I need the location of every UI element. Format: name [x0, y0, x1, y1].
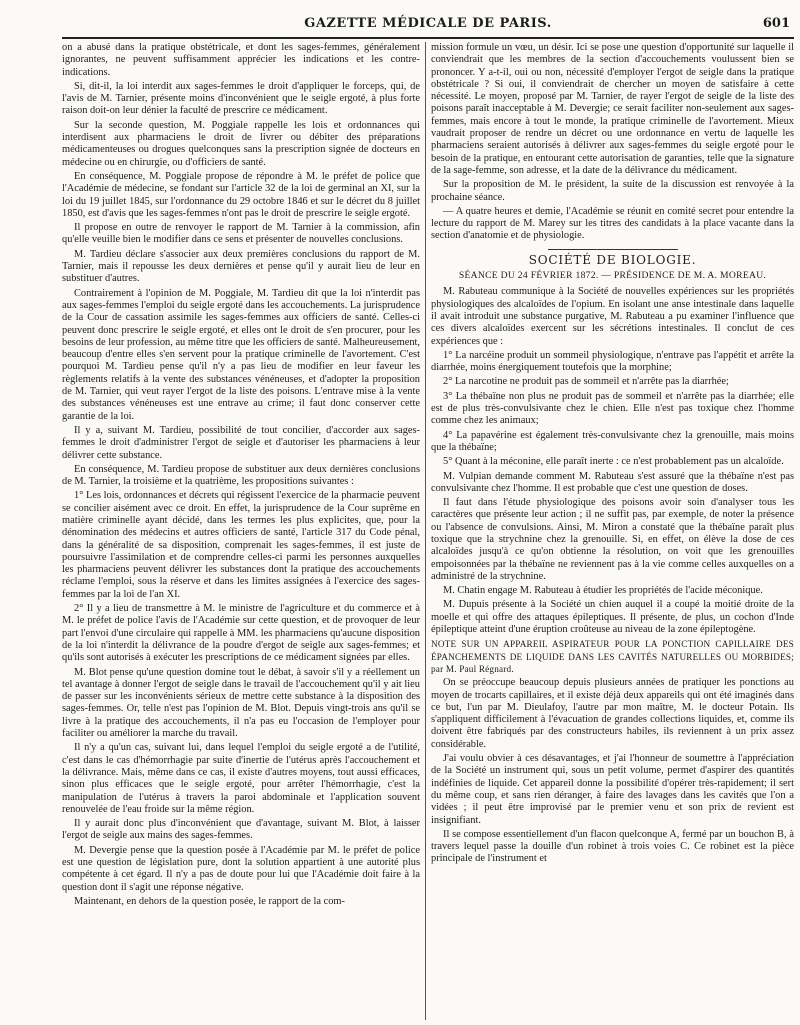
paragraph: M. Blot pense qu'une question domine tout le débat, à savoir s'il y a réellement un tel avantage à donner l'ergot de seigle dans le travail de l'accouchement qu'il y ait lieu de passer sur les inconvénients sérieux de mettre cette substance à la disposition des sages-femmes. Or, telle n'est pas l'opinion de M. Blot. Depuis vingt-trois ans qu'il se livre à la pratique des accouchements, il n'a pas eu l'occasion de l'employer pour faciliter ou améliorer la marche du travail.: [62, 666, 420, 740]
journal-title: GAZETTE MÉDICALE DE PARIS.: [304, 16, 552, 31]
society-title: SOCIÉTÉ DE BIOLOGIE.: [528, 252, 697, 267]
society-proceedings: [431, 286, 794, 636]
paragraph: Il n'y a qu'un cas, suivant lui, dans lequel l'emploi du seigle ergoté a de l'utilité, c'est dans le cas d'hémorrhagie par suite d'inertie de l'utérus après l'accouchement et la délivrance. Mais, même dans ce cas, il existe d'autres moyens, tout aussi efficaces, sinon plus efficaces que le seigle ergoté, pour arrêter l'hémorrhagie, c'est la manipulation de l'utérus à travers la paroi abdominale et l'application souvent renouvelée de l'eau froide sur la même région.: [62, 742, 420, 815]
paragraph: Contrairement à l'opinion de M. Poggiale, M. Tardieu dit que la loi n'interdit pas aux sages-femmes l'emploi du seigle ergoté dans les accouchements. La jurisprudence de la Cour de cassation assimile les sages-femmes aux officiers de santé. Celles-ci peuvent donc prescrire le seigle ergoté, et elles ont le droit de s'en procurer, pour les besoins de leur profession, au même titre que les officiers de santé. Malheureusement, beaucoup d'entre elles s'en servent pour la pratique criminelle de l'avortement. C'est pourquoi M. Tardieu pense qu'il n'y a pas lieu de modifier en leur faveur les règlements relatifs à la vente des substances vénéneuses, et d'adopter la proposition de M. Tarnier, qui veut rayer l'ergot de la liste des poisons. L'entrave mise à la vente des substances vénéneuses est une entrave au crime; il faut donc conserver cette garantie de la loi.: [62, 287, 420, 422]
page-number: 601: [762, 16, 790, 31]
paragraph: M. Dupuis présente à la Société un chien auquel il a coupé la moitié droite de la moelle et qui offre des attaques épileptiques. Il présente, de plus, un cochon d'Inde épileptique atteint d'une éruption croûteuse au niveau de la zone épileptogène.: [431, 599, 794, 636]
paragraph: 1° La narcéine produit un sommeil physiologique, n'entrave pas l'appétit et arrête la diarrhée, moins énergiquement toutefois que la morphine;: [431, 349, 794, 374]
section-rule: [548, 249, 678, 250]
page-header: [62, 14, 794, 36]
paragraph: on a abusé dans la pratique obstétricale, et dont les sages-femmes, généralement ignorantes, ne peuvent suffisamment apprécier les indications et les contre-indications.: [62, 42, 420, 78]
paragraph: M. Devergie pense que la question posée à l'Académie par M. le préfet de police est une question de législation pure, dont la solution appartient à une autorité plus compétente à cet égard. Il n'y a pas de doute pour lui que l'Académie doit faire à la question dont il s'agit une réponse négative.: [62, 844, 420, 893]
paragraph: 5° Quant à la méconine, elle paraît inerte : ce n'est probablement pas un alcaloïde.: [443, 456, 784, 468]
paragraph: 2° La narcotine ne produit pas de sommeil et n'arrête pas la diarrhée;: [443, 376, 729, 388]
paragraph: En conséquence, M. Poggiale propose de répondre à M. le préfet de police que l'Académie de médecine, se fondant sur l'article 32 de la loi de germinal an XI, sur la loi du 19 juillet 1845, sur l'ordonnance du 29 octobre 1846 et sur le décret du 8 juillet 1850, est d'avis que les sages-femmes n'ont pas le droit de prescrire le seigle ergoté.: [62, 170, 420, 219]
paragraph: En conséquence, M. Tardieu propose de substituer aux deux dernières conclusions de M. Tarnier, la troisième et la quatrième, les propositions suivantes :: [62, 463, 420, 488]
paragraph: Il se compose essentiellement d'un flacon quelconque A, fermé par un bouchon B, à travers lequel passe la douille d'un robinet à trois voies C. Ce robinet est la pièce principale de l'instrument et: [431, 828, 794, 865]
paragraph: — A quatre heures et demie, l'Académie se réunit en comité secret pour entendre la lecture du rapport de M. Marey sur les titres des candidats à la place vacante dans la section d'anatomie et de physiologie.: [431, 205, 794, 242]
paragraph: Sur la seconde question, M. Poggiale rappelle les lois et ordonnances qui interdisent aux pharmaciens le droit de livrer ou débiter des préparations médicamenteuses ou drogues quelconques sans la prescription signée de docteurs en médecine ou en chirurgie, ou d'officiers de santé.: [62, 119, 420, 168]
paragraph: On se préoccupe beaucoup depuis plusieurs années de pratiquer les ponctions au moyen de trocarts capillaires, et il existe déjà deux appareils qui ont été imaginés dans ce but, l'un par M. Dieulafoy, l'autre par mon maître, M. le docteur Potain. Ils s'appliquent difficilement à l'évacuation de grandes collections liquides, et, comme ils doivent être fabriqués par des constructeurs habiles, ils reviennent à un prix assez considérable.: [431, 677, 794, 750]
header-rule: [62, 37, 794, 39]
paragraph: 3° La thébaïne non plus ne produit pas de sommeil et n'arrête pas la diarrhée; elle est de plus très-convulsivante chez le chien. Elle n'est pas toxique chez l'homme comme chez les animaux;: [431, 390, 794, 427]
paragraph: M. Rabuteau communique à la Société de nouvelles expériences sur les propriétés physiologiques des alcaloïdes de l'opium. En isolant une anse intestinale dans laquelle il avait introduit une substance purgative, M. Rabuteau a pu examiner l'influence que ces divers alcaloïdes exercent sur les sécrétions intestinales. Il conclut de ces expériences que :: [431, 286, 794, 347]
paragraph: Il faut dans l'étude physiologique des poisons avoir soin d'analyser tous les caractères que présente leur action ; il ne suffit pas, par exemple, de noter la présence ou l'absence de convulsions. Ainsi, M. Miron a constaté que la thébaïne paraît plus toxique que la strychnine chez la grenouille. Si, en effet, on élève la dose de ces alcaloïdes jusqu'à ce qu'on obtienne la résolution, on voit que les grenouilles empoisonnées par la thébaïne ne reviennent pas à la vie comme celles auxquelles on a administré de la strychnine.: [431, 497, 794, 582]
paragraph: Maintenant, en dehors de la question posée, le rapport de la com-: [74, 895, 345, 907]
paragraph: J'ai voulu obvier à ces désavantages, et j'ai l'honneur de soumettre à l'appréciation de la Société un instrument qui, sous un petit volume, permet d'aspirer des quantités indéfinies de liquide. Cet appareil donne la possibilité d'opérer très-rapidement; il sert du même coup, et sans rien déranger, à faire des lavages dans les cavités que l'on a vidées ; il peut être improvisé par le premier venu et son prix de revient est insignifiant.: [431, 753, 794, 826]
paragraph: mission formule un vœu, un désir. Ici se pose une question d'opportunité sur laquelle il conviendrait que les membres de la section d'accouchements voulussent bien se prononcer. Y a-t-il, oui ou non, nécessité d'employer l'ergot de seigle dans la pratique obstétricale ? Si oui, il conviendrait de chercher un moyen de satisfaire à cette nécessité. Le moyen, proposé par M. Tarnier, de rayer l'ergot de seigle de la liste des poisons paraît inacceptable à M. Devergie; ce serait faciliter non-seulement aux sages-femmes, mais encore à tout le monde, la pratique criminelle de l'avortement. Mieux vaudrait proposer de rendre un décret ou une ordonnance en vertu de laquelle les pharmaciens seraient autorisés à délivrer aux sages-femmes du seigle ergoté pour le besoin de la pratique, en entourant cette autorisation de garanties, telle que la signature de la sage-femme, son adresse, et la date de la délivrance du médicament.: [431, 42, 794, 176]
paragraph: Il y aurait donc plus d'inconvénient que d'avantage, suivant M. Blot, à laisser l'ergot de seigle aux mains des sages-femmes.: [62, 818, 420, 842]
paragraph: 4° La papavérine est également très-convulsivante chez la grenouille, mais moins que la thébaïne;: [431, 429, 794, 453]
paragraph: Il propose en outre de renvoyer le rapport de M. Tarnier à la commission, afin qu'elle veuille bien le modifier dans ce sens et présenter de nouvelles conclusions.: [62, 222, 420, 246]
paragraph: M. Vulpian demande comment M. Rabuteau s'est assuré que la thébaïne n'est pas convulsivante chez l'homme. Il est probable que c'est une question de doses.: [431, 470, 794, 494]
note-body: [431, 677, 794, 865]
paragraph: 2° Il y a lieu de transmettre à M. le ministre de l'agriculture et du commerce et à M. le préfet de police l'avis de l'Académie sur cette question, et de provoquer de leur part l'envoi d'une circulaire qui rappelle à MM. les pharmaciens qu'aucune disposition de la loi n'interdit la délivrance de la poudre d'ergot de seigle aux sages-femmes; et qu'ils sont autorisés à exécuter les prescriptions de ce médicament signées par elles.: [62, 603, 420, 664]
paragraph: M. Tardieu déclare s'associer aux deux premières conclusions du rapport de M. Tarnier, mais il repousse les deux dernières et pense qu'il y aurait lieu de leur en substituer d'autres.: [62, 248, 420, 285]
right-column: [431, 42, 794, 1020]
column-divider: [425, 42, 426, 1020]
paragraph: Il y a, suivant M. Tardieu, possibilité de tout concilier, d'accorder aux sages-femmes le droit d'administrer l'ergot de seigle et d'autoriser les pharmaciens à leur délivrer cette substance.: [62, 424, 420, 461]
session-line: SÉANCE DU 24 FÉVRIER 1872. — PRÉSIDENCE DE M. A. MOREAU.: [458, 270, 767, 282]
academy-discussion-continued: [431, 42, 794, 243]
paragraph: Sur la proposition de M. le président, la suite de la discussion est renvoyée à la prochaine séance.: [431, 179, 794, 203]
paragraph: 1° Les lois, ordonnances et décrets qui régissent l'exercice de la pharmacie peuvent se concilier aisément avec ce droit. En effet, la jurisprudence de la Cour suprême en matière criminelle ayant décidé, dans les termes les plus explicites, que, pour la dénomination des médecins et autres officiers de santé, l'article 317 du Code pénal, dans la généralité de sa disposition, comprenait les sages-femmes, il est juste de poursuivre l'assimilation et de comprendre celles-ci parmi les personnes auxquelles les pharmaciens peuvent délivrer les substances dont la pratique des accouchements réclame l'emploi, sous la réserve et dans les limites assignées à l'exercice des sages-femmes par la loi de l'an XI.: [62, 490, 420, 600]
note-title: NOTE SUR UN APPAREIL ASPIRATEUR POUR LA PONCTION CAPILLAIRE DES ÉPANCHEMENTS DE LIQUIDE DANS LES CAVITÉS NATURELLES OU MORBIDES; par M. Paul Régnard.: [431, 639, 794, 674]
left-column: [62, 42, 420, 1020]
paragraph: Si, dit-il, la loi interdit aux sages-femmes le droit d'appliquer le forceps, qui, de l'avis de M. Tarnier, présente moins d'inconvénient que le seigle ergoté, à plus forte raison doit-on leur dénier la faculté de prescrire ce médicament.: [62, 80, 420, 117]
paragraph: M. Chatin engage M. Rabuteau à étudier les propriétés de l'acide méconique.: [443, 585, 763, 597]
